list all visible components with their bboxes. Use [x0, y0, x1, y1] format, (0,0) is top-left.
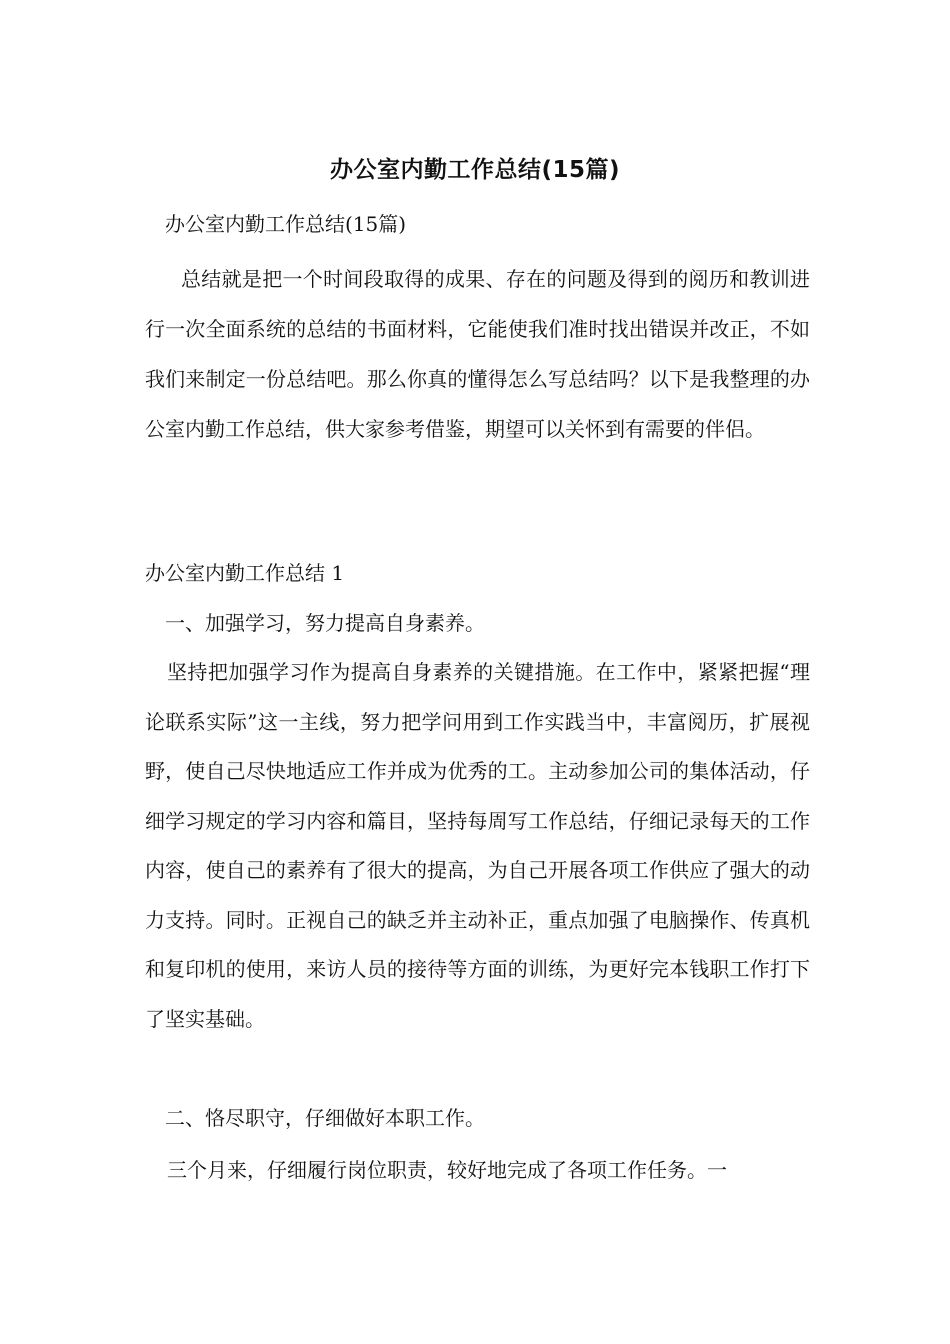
paragraph-duty: 三个月来，仔细履行岗位职责，较好地完成了各项工作任务。一: [167, 1158, 727, 1182]
intro-paragraph: 总结就是把一个时间段取得的成果、存在的问题及得到的阅历和教训进行一次全面系统的总结的书面材料，它能使我们准时找出错误并改正，不如我们来制定一份总结吧。那么你真的懂得怎么写总结吗？以下是我整理的办公室内勤工作总结，供大家参考借鉴，期望可以关怀到有需要的伴侣。: [145, 267, 810, 441]
paragraph-study: 坚持把加强学习作为提高自身素养的关键措施。在工作中，紧紧把握“理论联系实际”这一主线，努力把学问用到工作实践当中，丰富阅历，扩展视野，使自己尽快地适应工作并成为优秀的工。主动参加公司的集体活动，仔细学习规定的学习内容和篇目，坚持每周写工作总结，仔细记录每天的工作内容，使自己的素养有了很大的提高，为自己开展各项工作供应了强大的动力支持。同时。正视自己的缺乏并主动补正，重点加强了电脑操作、传真机和复印机的使用，来访人员的接待等方面的训练，为更好完本钱职工作打下了坚实基础。: [145, 660, 810, 1031]
document-title: 办公室内勤工作总结(15篇): [329, 157, 621, 183]
heading-duty: 二、恪尽职守，仔细做好本职工作。: [165, 1106, 485, 1130]
document-subtitle: 办公室内勤工作总结(15篇): [165, 212, 407, 236]
section-title: 办公室内勤工作总结 1: [145, 561, 345, 585]
heading-study: 一、加强学习，努力提高自身素养。: [165, 611, 485, 635]
